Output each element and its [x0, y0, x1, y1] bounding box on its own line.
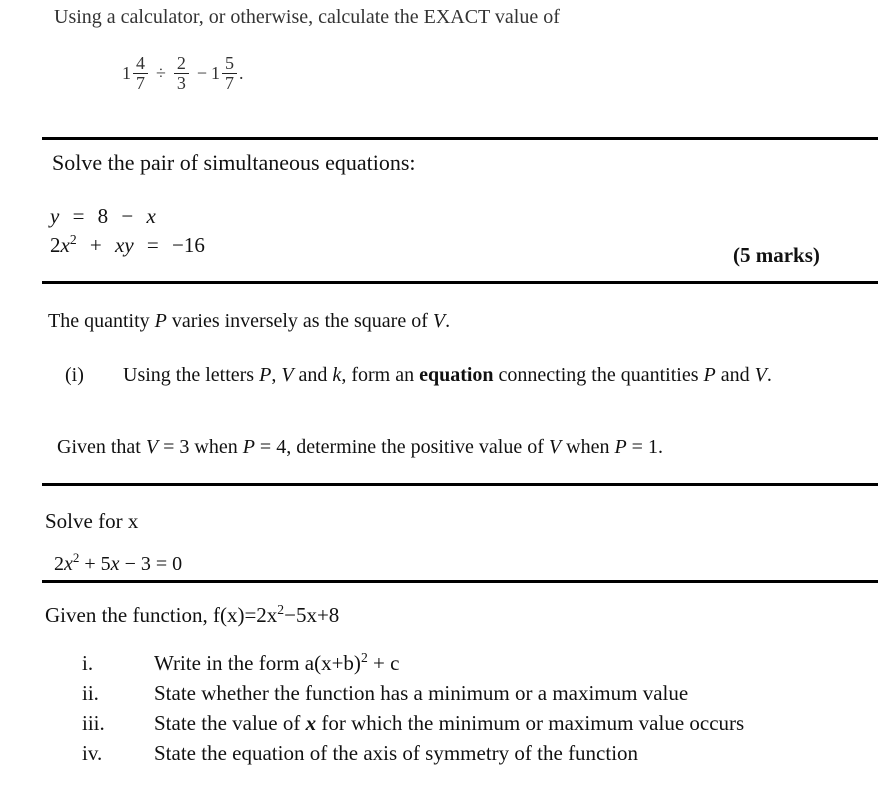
q2-eq1-variable: x: [146, 204, 156, 228]
q5-intro-text: Given the function, f(x)=2x: [45, 603, 278, 627]
q3-given-var-v: V: [145, 436, 159, 458]
q4-coefficient: 2: [54, 553, 64, 575]
q3-part-i-text: [123, 364, 772, 387]
q1-a-whole: 1: [122, 62, 131, 83]
q5-intro-exponent: 2: [277, 601, 285, 617]
q5-item-iv-number: iv.: [82, 741, 103, 765]
q3-part-var-v: V: [281, 364, 294, 386]
q4-exponent: 2: [72, 550, 80, 566]
q3-part-text-b: and: [293, 364, 333, 386]
q1-expression: [122, 54, 244, 93]
q5-item-ii-number: ii.: [82, 681, 99, 705]
q3-given-var-p2: P: [614, 436, 627, 458]
q3-given-text-e: = 1.: [626, 436, 663, 458]
q1-instruction: Using a calculator, or otherwise, calculate the EXACT value of: [54, 6, 560, 28]
q1-a-num: 4: [133, 54, 148, 74]
q1-b-num: 2: [174, 54, 189, 74]
q3-part-var-v2: V: [754, 364, 767, 386]
q5-item-iii-var-x: x: [305, 711, 317, 735]
q2-eq2-equals: =: [146, 233, 159, 257]
q1-c-num: 5: [222, 54, 237, 74]
q2-eq1-number: 8: [97, 204, 109, 228]
q3-part-bold-equation: equation: [419, 364, 494, 386]
q3-part-text-e: and: [715, 364, 755, 386]
q5-item-i-main: Write in the form a(x+b): [154, 651, 361, 675]
q3-part-sep: ,: [271, 364, 282, 386]
q5-item-i-exponent: 2: [360, 649, 368, 665]
q2-eq1-minus: −: [121, 204, 134, 228]
q3-intro-var-v: V: [432, 310, 446, 332]
q5-intro: [45, 603, 339, 628]
q1-period: .: [239, 62, 244, 83]
q3-part-i-label: (i): [65, 364, 84, 386]
q2-marks: (5 marks): [733, 243, 820, 267]
q3-part-text-d: connecting the quantities: [493, 364, 704, 386]
q4-tail: − 3 = 0: [119, 553, 183, 575]
q2-eq2-coefficient: 2: [50, 233, 61, 257]
q3-intro-text-a: The quantity: [48, 310, 155, 332]
q3-given-text-d: when: [561, 436, 615, 458]
q5-item-iii-number: iii.: [82, 711, 105, 735]
q2-equation-2: [50, 233, 205, 258]
q1-c-den: 7: [225, 72, 235, 93]
q4-mid: + 5: [79, 553, 111, 575]
divider-2: [42, 281, 878, 284]
q3-intro-text-c: .: [445, 310, 451, 332]
q3-given: [57, 436, 663, 459]
q5-intro-tail: −5x+8: [284, 603, 340, 627]
q1-fraction-c: [222, 54, 237, 93]
q2-eq2-variable: x: [60, 233, 70, 257]
q1-a-den: 7: [136, 72, 145, 93]
q3-given-text-c: = 4, determine the positive value of: [254, 436, 549, 458]
q5-item-iv-text: State the equation of the axis of symmetry of the function: [154, 741, 639, 765]
q1-minus-sign: −: [196, 62, 208, 83]
q3-part-text-c: , form an: [341, 364, 420, 386]
divider-3: [42, 483, 878, 486]
q2-eq1-lhs: y: [50, 204, 60, 228]
q4-equation: [54, 550, 183, 576]
q4-instruction: Solve for x: [45, 509, 139, 533]
q1-c-whole: 1: [211, 62, 221, 83]
q5-item-ii-text: State whether the function has a minimum or a maximum value: [154, 681, 689, 705]
q3-given-text-a: Given that: [57, 436, 146, 458]
q2-eq2-rhs: −16: [172, 233, 205, 257]
q2-eq1-equals: =: [72, 204, 85, 228]
q5-item-i-text: [154, 651, 399, 676]
q1-fraction-a: [133, 54, 148, 93]
q3-intro-text-b: varies inversely as the square of: [166, 310, 433, 332]
q1-fraction-b: [174, 54, 189, 93]
q1-b-den: 3: [176, 72, 186, 93]
q5-item-iii-text-b: for which the minimum or maximum value occurs: [316, 711, 745, 735]
q3-intro-var-p: P: [154, 310, 167, 332]
divider-4: [42, 580, 878, 583]
q4-var-x2: x: [110, 553, 120, 575]
q3-given-text-b: = 3 when: [158, 436, 243, 458]
q2-eq2-xy: xy: [115, 233, 134, 257]
q3-part-text-a: Using the letters: [123, 364, 260, 386]
q2-eq2-plus: +: [89, 233, 102, 257]
q3-part-var-p2: P: [703, 364, 716, 386]
q4-var-x1: x: [64, 553, 73, 575]
q5-item-iii-text-a: State the value of: [154, 711, 306, 735]
q2-eq2-exponent: 2: [69, 231, 77, 247]
q3-part-text-f: .: [766, 364, 772, 386]
q3-given-var-p: P: [242, 436, 255, 458]
q5-item-i-tail: + c: [367, 651, 400, 675]
q3-part-var-p: P: [259, 364, 272, 386]
q3-given-var-v2: V: [548, 436, 562, 458]
q3-part-var-k: k: [332, 364, 342, 386]
q2-instruction: Solve the pair of simultaneous equations:: [52, 150, 416, 175]
divider-1: [42, 137, 878, 140]
q5-item-i-number: i.: [82, 651, 94, 675]
q1-divide-sign: ÷: [156, 62, 166, 83]
q5-item-iii-text: [154, 711, 744, 736]
q2-equation-1: [50, 204, 156, 229]
q3-intro: [48, 310, 450, 333]
